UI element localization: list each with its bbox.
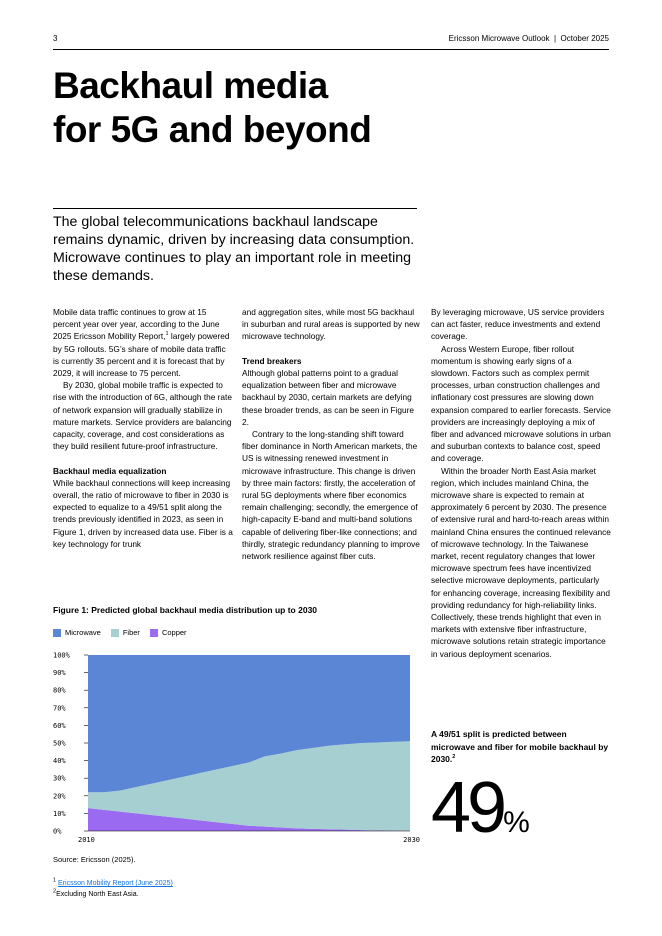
big-stat-number: 49 xyxy=(431,768,504,848)
footnote-1: $^1$ Ericsson Mobility Report (June 2025) xyxy=(53,877,173,887)
y-tick-label: 20% xyxy=(53,792,66,801)
area-chart xyxy=(53,648,423,848)
section-heading: Trend breakers xyxy=(242,355,302,366)
chart-legend xyxy=(53,628,187,637)
figure-source: Source: Ericsson (2025). xyxy=(53,855,136,864)
column-3 xyxy=(431,306,611,660)
mobility-report-link[interactable]: Ericsson Mobility Report (June 2025) xyxy=(58,880,173,887)
y-tick-label: 100% xyxy=(53,651,70,660)
legend-item-fiber: Fiber xyxy=(111,628,140,637)
header-divider xyxy=(53,49,609,50)
page-title xyxy=(53,64,493,152)
publication-title: Ericsson Microwave Outlook | October 2025 xyxy=(448,34,609,43)
figure-title: Figure 1: Predicted global backhaul media distribution up to 2030 xyxy=(53,605,318,615)
intro-paragraph: The global telecommunications backhaul landscape remains dynamic, driven by increasing data consumption. Microwave continues to play an important role in meeting these demands. xyxy=(53,214,415,284)
column-2 xyxy=(242,306,422,562)
paragraph: Within the broader North East Asia market region, which includes mainland China, the microwave share is expected to remain at approximately 6 percent by 2030. The presence of extensive rural and hard-to-reach areas within mainland China ensures the continued relevance of microwave technology. In the Taiwanese market, recent regulatory changes that lower microwave spectrum fees have incentivized selective microwave deployments, particularly for enhancing coverage, increasing flexibility and providing redundancy for high-reliability links. Collectively, these trends highlight that even in markets with extensive fiber infrastructure, microwave solutions retain strategic importance in various deployment scenarios. xyxy=(431,465,611,659)
y-tick-label: 90% xyxy=(53,669,66,678)
y-tick-label: 60% xyxy=(53,721,66,730)
page-number: 3 xyxy=(53,34,58,43)
paragraph: Although global patterns point to a gradual equalization between fiber and microwave backhaul by 2030, certain markets are defying these broader trends, as can be seen in Figure 2. xyxy=(242,368,415,427)
paragraph: Mobile data traffic continues to grow at 15 percent year over year, according to the June 2025 Ericsson Mobility Report,$^1$ largely powered by 5G rollouts. 5G’s share of mobile data traffic is currently 35 percent and it is forecast that by 2029, it will increase to 75 percent. xyxy=(53,307,230,379)
big-stat-unit: % xyxy=(503,806,530,839)
y-tick-label: 0% xyxy=(53,827,62,836)
y-tick-label: 40% xyxy=(53,757,66,766)
y-tick-label: 50% xyxy=(53,739,66,748)
legend-item-microwave: Microwave xyxy=(53,628,101,637)
big-stat xyxy=(431,768,530,863)
x-tick-label: 2030 xyxy=(403,836,420,844)
paragraph: By 2030, global mobile traffic is expected to rise with the introduction of 6G, although the rate of network expansion will gradually stabilize in mature markets. Service providers are balancing capacity, coverage, and cost considerations as they build resilient future-proof infrastructure. xyxy=(53,380,232,452)
legend-swatch xyxy=(111,629,119,637)
y-tick-label: 30% xyxy=(53,774,66,783)
paragraph: and aggregation sites, while most 5G backhaul in suburban and rural areas is supported by new microwave technology. xyxy=(242,307,420,342)
intro-divider xyxy=(53,208,417,209)
legend-item-copper: Copper xyxy=(150,628,187,637)
legend-swatch xyxy=(53,629,61,637)
paragraph: Across Western Europe, fiber rollout momentum is showing early signs of a slowdown. Factors such as complex permit processes, urban construction challenges and inflationary cost pressures are slowing down expansion compared to earlier forecasts. Service providers are increasingly deploying a mix of fiber and advanced microwave solutions in urban and suburban contexts to balance cost, speed and coverage. xyxy=(431,343,611,464)
title-line-2: for 5G and beyond xyxy=(53,109,372,150)
x-tick-label: 2010 xyxy=(78,836,95,844)
paragraph: While backhaul connections will keep increasing overall, the ratio of microwave to fiber in 2030 is expected to equalize to a 49/51 split along the trends previously identified in 2023, as seen in Figure 1, driven by increased data use. Fiber is a key technology for trunk xyxy=(53,477,233,549)
column-1 xyxy=(53,306,233,550)
section-heading: Backhaul media equalization xyxy=(53,465,167,476)
title-line-1: Backhaul media xyxy=(53,65,328,106)
y-tick-label: 70% xyxy=(53,704,66,713)
y-tick-label: 80% xyxy=(53,686,66,695)
y-tick-label: 10% xyxy=(53,809,66,818)
paragraph: Contrary to the long-standing shift toward fiber dominance in North American markets, the US is witnessing renewed investment in microwave infrastructure. This change is driven by three main factors: firstly, the acceleration of rural 5G deployments where fiber economics remain challenging; secondly, the emergence of high-capacity E-band and multi-band solutions capable of delivering fiber-like connections; and thirdly, strategic redundancy planning to improve network resilience against fiber cuts. xyxy=(242,429,420,562)
paragraph: By leveraging microwave, US service providers can act faster, reduce investments and extend coverage. xyxy=(431,307,605,342)
legend-swatch xyxy=(150,629,158,637)
footnote-2: $^2$Excluding North East Asia. xyxy=(53,888,139,898)
highlight-callout: A 49/51 split is predicted between microwave and fiber for mobile backhaul by 2030.$^2$ xyxy=(431,729,609,764)
